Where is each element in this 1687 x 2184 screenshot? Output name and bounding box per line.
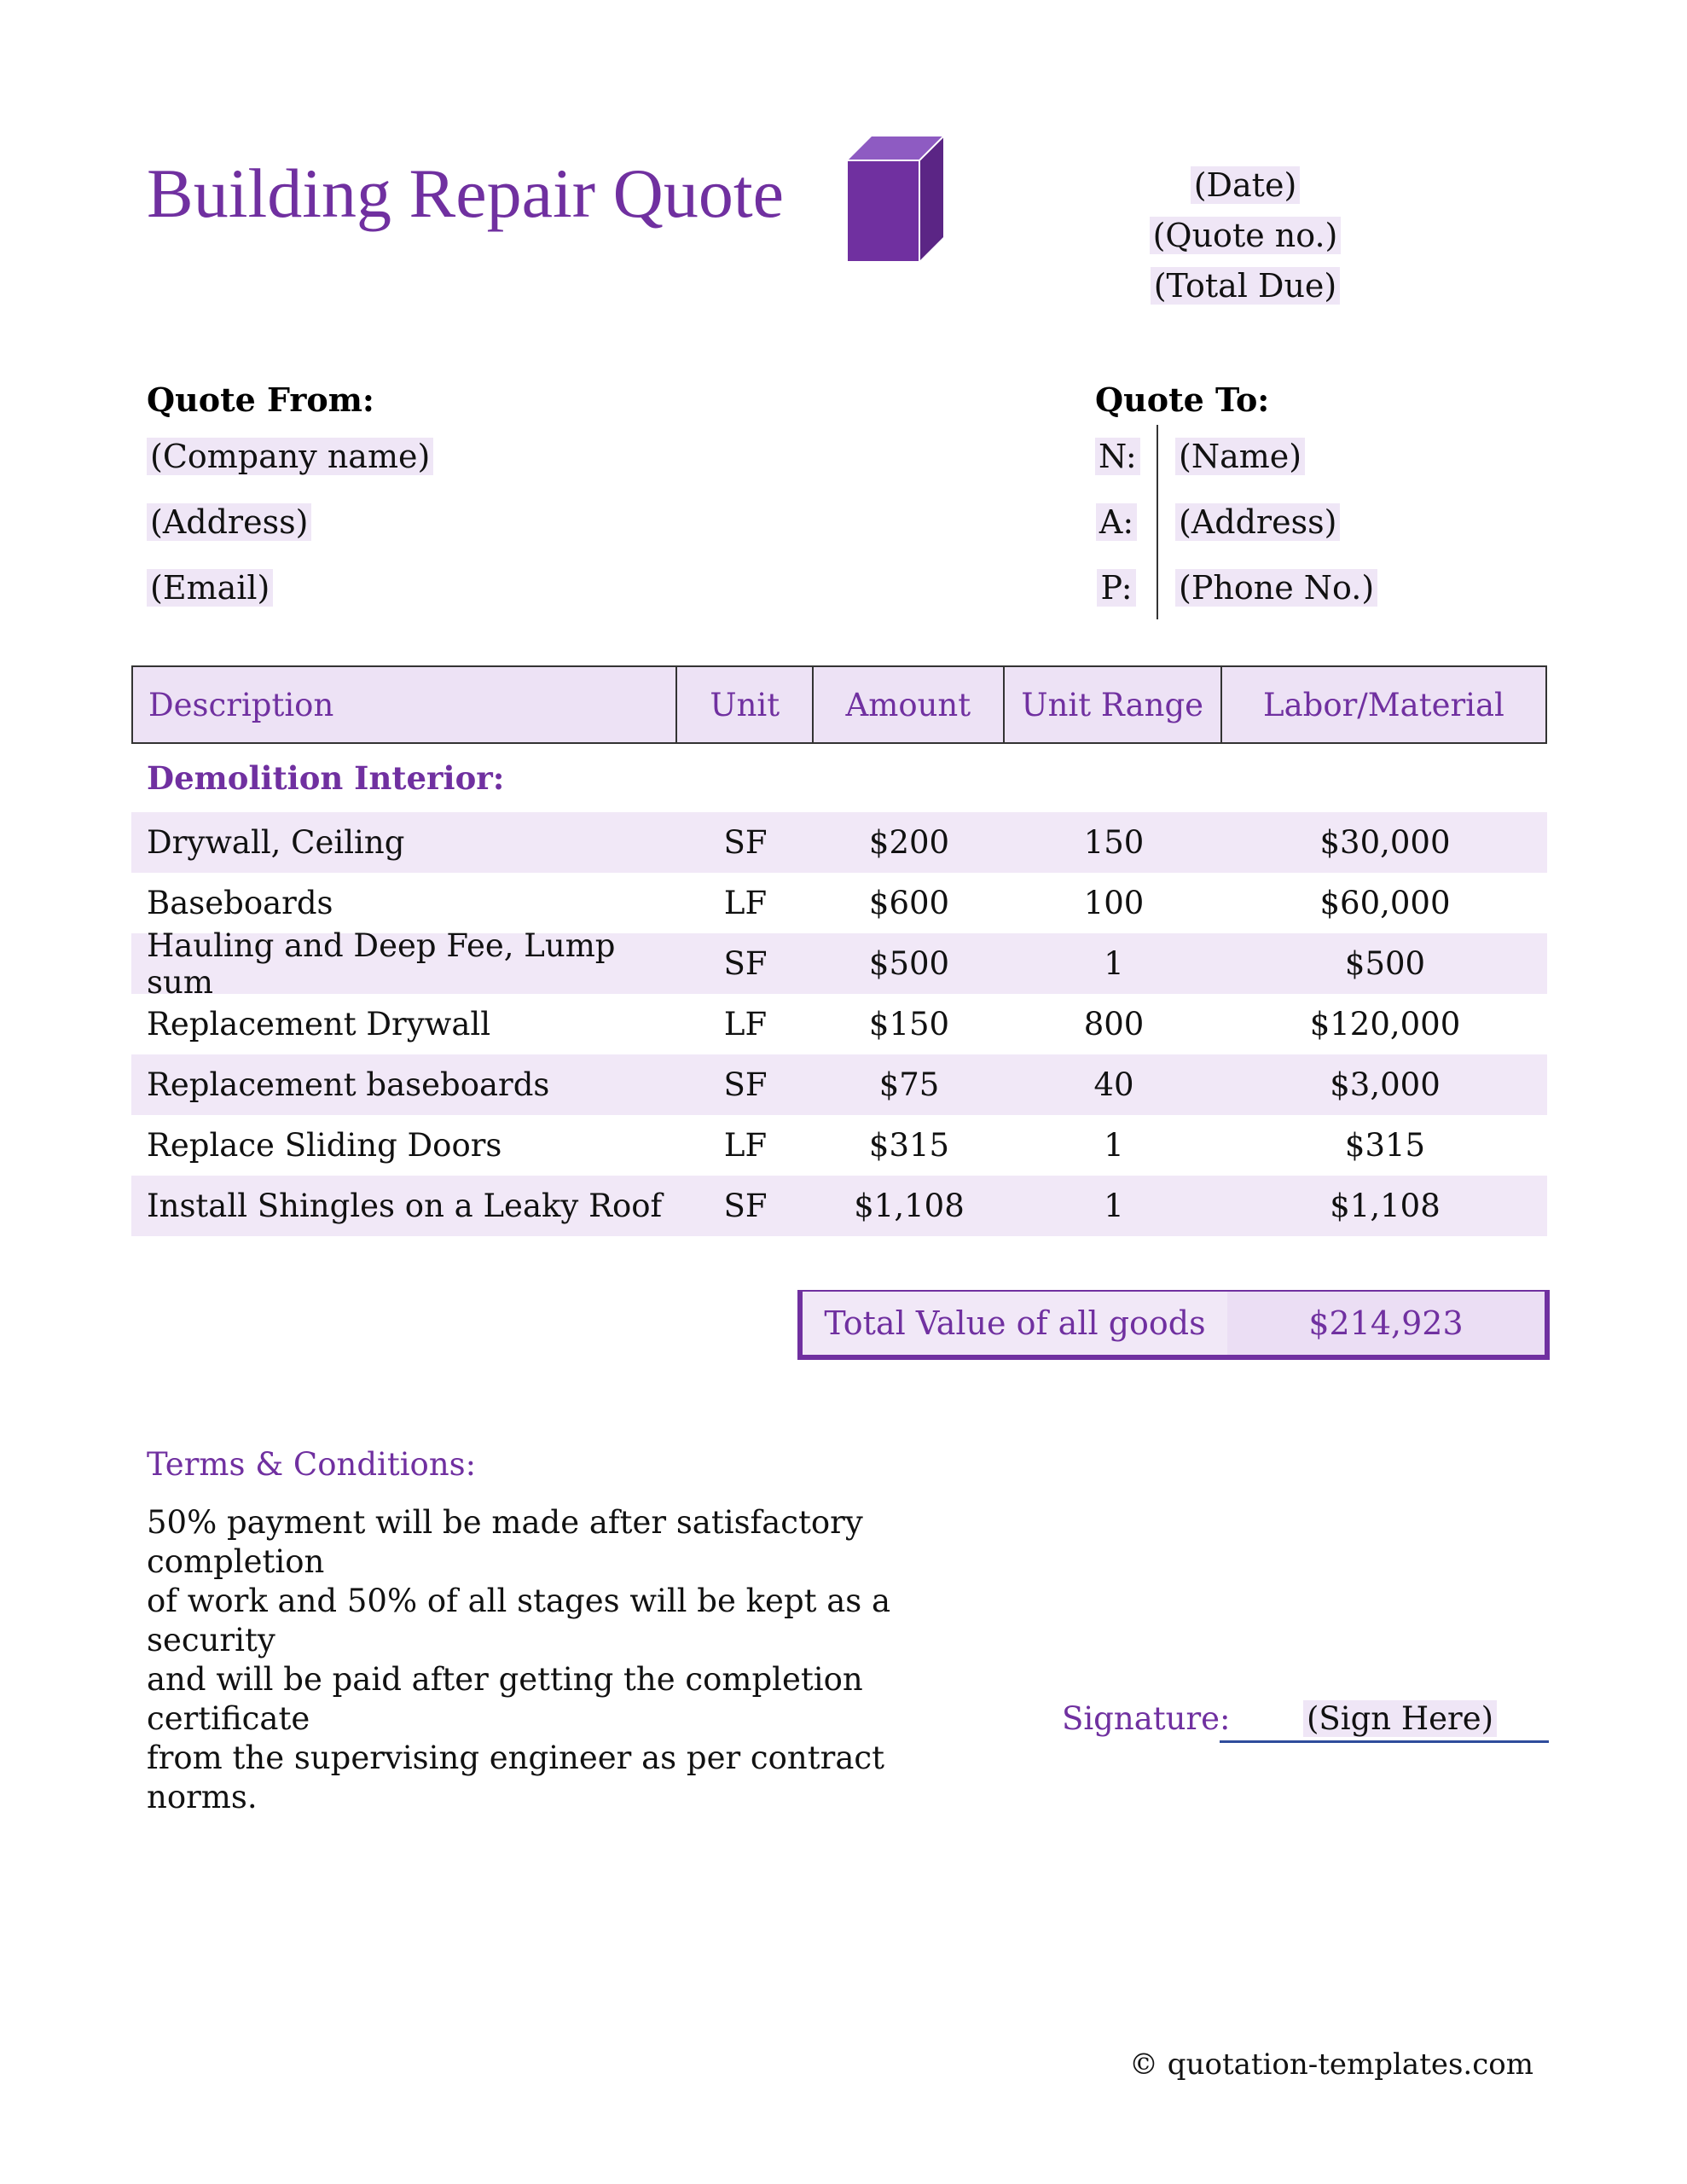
- total-box: [797, 1290, 1550, 1360]
- row-labor-material: $1,108: [1330, 1188, 1441, 1224]
- terms-line: of work and 50% of all stages will be kept as a security: [147, 1583, 891, 1658]
- table-row[interactable]: [131, 994, 1547, 1054]
- row-unit-range: 150: [1083, 824, 1145, 861]
- quote-number-field[interactable]: (Quote no.): [1150, 217, 1342, 254]
- company-name-field[interactable]: (Company name): [147, 438, 433, 475]
- row-labor-material: $315: [1344, 1127, 1426, 1164]
- table-row[interactable]: [131, 1115, 1547, 1176]
- row-labor-material: $3,000: [1330, 1066, 1441, 1103]
- row-description: Replace Sliding Doors: [147, 1127, 502, 1164]
- row-unit-range: 1: [1104, 945, 1124, 982]
- row-amount: $200: [868, 824, 950, 861]
- to-name-field[interactable]: (Name): [1175, 438, 1305, 475]
- col-labor-material: Labor/Material: [1263, 686, 1504, 723]
- table-row[interactable]: [131, 873, 1547, 933]
- col-unit: Unit: [677, 667, 814, 742]
- row-unit: SF: [723, 824, 768, 861]
- terms-heading: Terms & Conditions:: [147, 1446, 477, 1483]
- quote-table: [131, 665, 1547, 1236]
- signature-field[interactable]: (Sign Here): [1303, 1700, 1497, 1737]
- row-labor-material: $30,000: [1319, 824, 1451, 861]
- row-unit-range: 1: [1104, 1127, 1124, 1164]
- terms-line: from the supervising engineer as per contract norms.: [147, 1740, 884, 1815]
- cube-icon: [843, 136, 954, 261]
- row-unit-range: 40: [1093, 1066, 1134, 1103]
- row-unit-range: 100: [1083, 885, 1145, 921]
- from-email-field[interactable]: (Email): [147, 569, 273, 607]
- terms-line: and will be paid after getting the completion certificate: [147, 1661, 863, 1737]
- category-heading: Demolition Interior:: [147, 759, 505, 797]
- row-unit: SF: [723, 945, 768, 982]
- col-description: Description: [133, 667, 677, 742]
- table-row[interactable]: [131, 926, 1547, 1001]
- quote-from-heading: Quote From:: [147, 380, 374, 419]
- row-unit: LF: [723, 1127, 768, 1164]
- signature-line: [1220, 1740, 1549, 1743]
- table-row[interactable]: [131, 1054, 1547, 1115]
- to-address-label: A:: [1096, 503, 1137, 541]
- row-unit-range: 1: [1104, 1188, 1124, 1224]
- col-unit-range: Unit Range: [1005, 667, 1222, 742]
- total-label: Total Value of all goods: [824, 1304, 1206, 1342]
- total-due-field[interactable]: (Total Due): [1151, 267, 1341, 305]
- row-description: Replacement Drywall: [147, 1006, 491, 1043]
- quote-to-heading: Quote To:: [1095, 380, 1270, 419]
- row-unit: SF: [723, 1066, 768, 1103]
- row-amount: $75: [878, 1066, 940, 1103]
- terms-line: 50% payment will be made after satisfactory completion: [147, 1504, 863, 1580]
- col-amount: Amount: [814, 667, 1004, 742]
- row-unit-range: 800: [1083, 1006, 1145, 1043]
- row-unit: SF: [723, 1188, 768, 1224]
- row-unit: LF: [723, 1006, 768, 1043]
- row-amount: $150: [868, 1006, 950, 1043]
- total-value[interactable]: $214,923: [1227, 1292, 1545, 1355]
- footer-copyright: © quotation-templates.com: [1129, 2048, 1533, 2082]
- row-amount: $600: [868, 885, 950, 921]
- row-description: Hauling and Deep Fee, Lump sum: [147, 926, 616, 1001]
- row-labor-material: $60,000: [1319, 885, 1451, 921]
- row-labor-material: $120,000: [1309, 1006, 1461, 1043]
- date-field[interactable]: (Date): [1191, 166, 1301, 204]
- from-address-field[interactable]: (Address): [147, 503, 311, 541]
- to-name-label: N:: [1095, 438, 1140, 475]
- table-row[interactable]: [131, 1176, 1547, 1236]
- terms-body[interactable]: [147, 1503, 965, 1817]
- to-address-field[interactable]: (Address): [1175, 503, 1340, 541]
- row-unit: LF: [723, 885, 768, 921]
- signature-label: Signature:: [1062, 1700, 1231, 1737]
- page-title: Building Repair Quote: [147, 154, 785, 232]
- quote-meta: [1109, 160, 1382, 311]
- row-description: Install Shingles on a Leaky Roof: [147, 1188, 663, 1224]
- row-labor-material: $500: [1344, 945, 1426, 982]
- row-amount: $500: [868, 945, 950, 982]
- to-phone-label: P:: [1097, 569, 1135, 607]
- to-phone-field[interactable]: (Phone No.): [1175, 569, 1377, 607]
- quote-to-divider: [1157, 425, 1158, 619]
- row-amount: $1,108: [854, 1188, 965, 1224]
- row-amount: $315: [868, 1127, 950, 1164]
- row-description: Drywall, Ceiling: [147, 824, 405, 861]
- row-description: Baseboards: [147, 885, 333, 921]
- row-description: Replacement baseboards: [147, 1066, 550, 1103]
- table-row[interactable]: [131, 812, 1547, 873]
- table-header: [131, 665, 1547, 744]
